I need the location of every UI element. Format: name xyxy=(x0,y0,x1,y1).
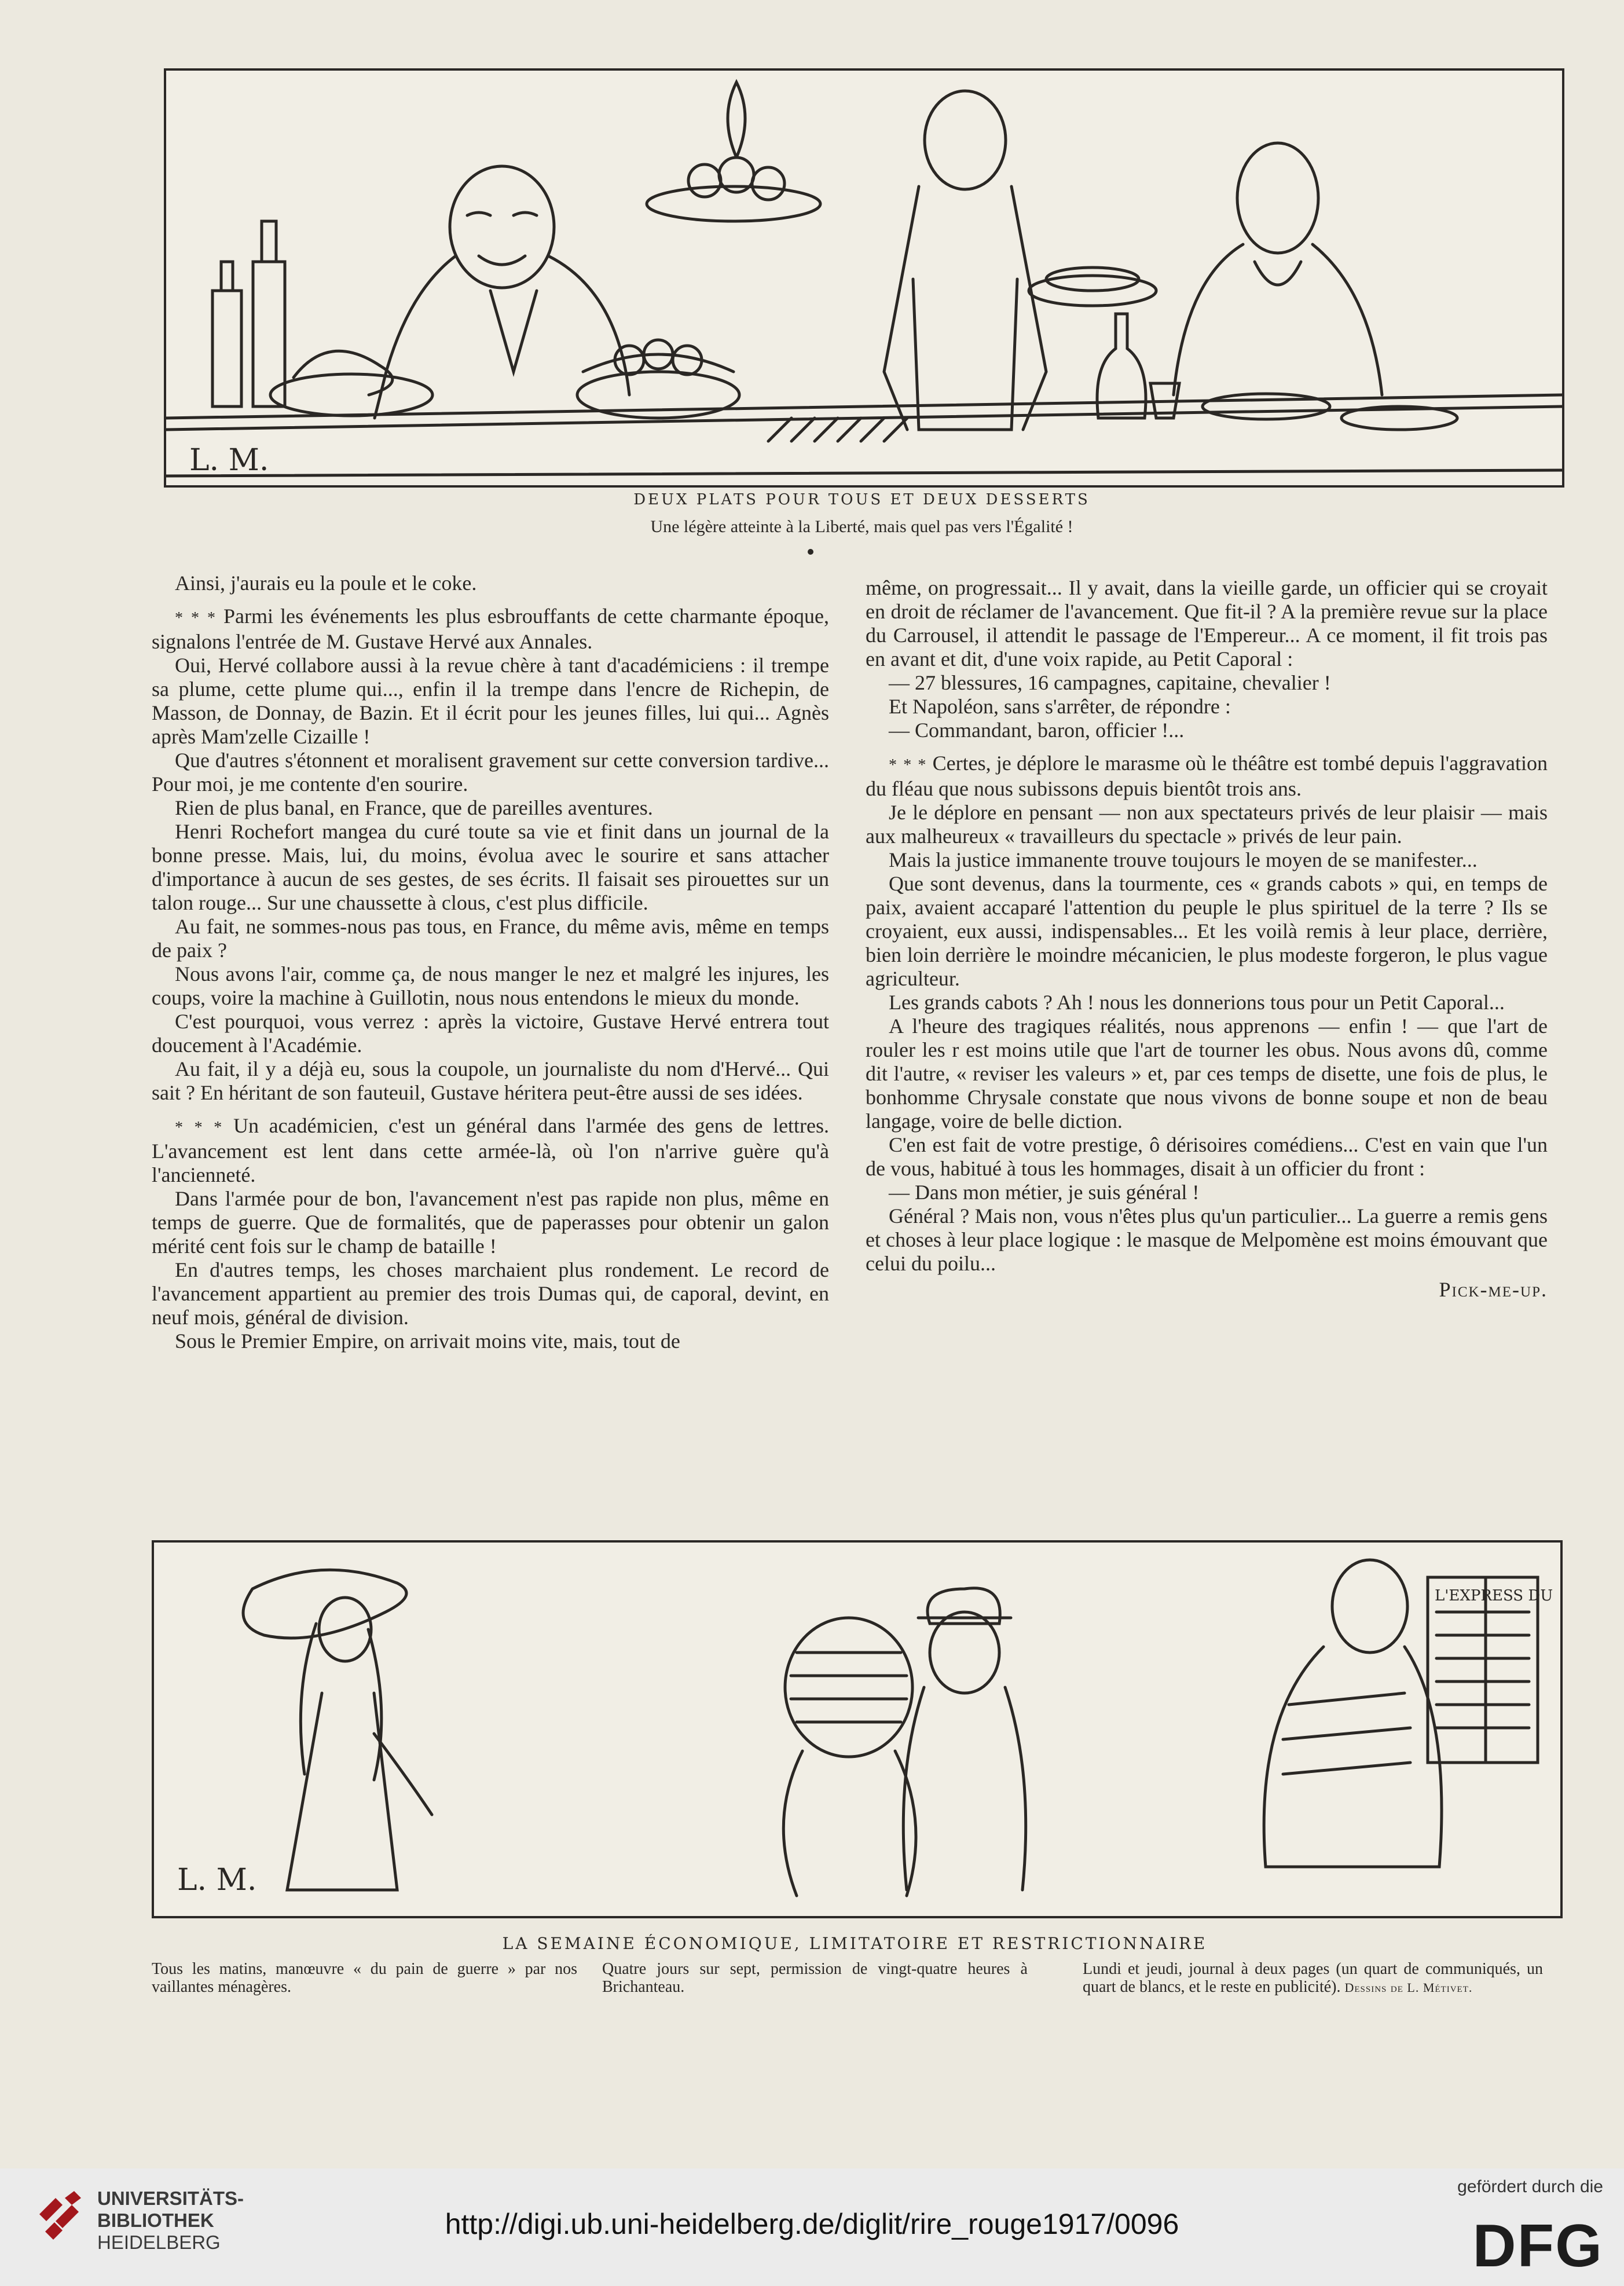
paragraph xyxy=(866,1133,1548,1181)
paragraph-text: Un académicien, c'est un général dans l'armée des gens de lettres. L'avancement est lent dans cette armée-là, où l'on n'arrive guère qu'à l'ancienneté. xyxy=(152,1114,830,1186)
paragraph xyxy=(866,1181,1548,1204)
library-name-line-3: HEIDELBERG xyxy=(97,2232,221,2253)
separator-dot xyxy=(808,549,813,555)
paragraph xyxy=(152,749,829,796)
paragraph-text: Général ? Mais non, vous n'êtes plus qu'un particulier... La guerre a remis gens et choses à leur place logique : le masque de Melpomène est moins émouvant que celui du poilu... xyxy=(866,1204,1548,1275)
article-signature: Pick-me-up. xyxy=(1439,1278,1548,1301)
paragraph-text: Au fait, ne sommes-nous pas tous, en France, du même avis, même en temps de paix ? xyxy=(152,915,829,962)
bottom-illustration-title: LA SEMAINE ÉCONOMIQUE, LIMITATOIRE ET RESTRICTIONNAIRE xyxy=(502,1934,1208,1953)
paragraph-text: Que d'autres s'étonnent et moralisent gravement sur cette conversion tardive... Pour moi, je me contente d'en sourire. xyxy=(152,749,829,796)
bottom-caption-3-text: Lundi et jeudi, journal à deux pages (un quart de communiqués, un quart de blancs, et le reste en publicité). xyxy=(1083,1960,1543,1996)
paragraph xyxy=(866,695,1548,719)
paragraph-text: — Commandant, baron, officier !... xyxy=(889,719,1185,742)
paragraph-text: même, on progressait... Il y avait, dans la vieille garde, un officier qui se croyait en droit de réclamer de l'avancement. Que fit-il ? A la première revue sur la place du Carrousel, il attendit le passage de l'Empereur... A ce moment, il fit trois pas en avant et dit, d'une voix rapide, au Petit Caporal : xyxy=(866,576,1548,671)
funded-by-label: gefördert durch die xyxy=(1457,2177,1603,2196)
bottom-caption-2: Quatre jours sur sept, permission de vingt-quatre heures à Brichanteau. xyxy=(602,1960,1028,1996)
paragraph xyxy=(866,671,1548,695)
paragraph-text: C'est pourquoi, vous verrez : après la victoire, Gustave Hervé entrera tout doucement à l'Académie. xyxy=(152,1010,829,1057)
section-stars: * * * xyxy=(175,1119,233,1137)
paragraph xyxy=(866,719,1548,742)
paragraph-text: C'en est fait de votre prestige, ô dérisoires comédiens... C'est en vain que l'un de vous, habitué à tous les hommages, disait à un officier du front : xyxy=(866,1133,1548,1180)
paragraph-text: Les grands cabots ? Ah ! nous les donnerions tous pour un Petit Caporal... xyxy=(889,991,1505,1014)
paragraph xyxy=(152,1057,829,1105)
permalink-url[interactable]: http://digi.ub.uni-heidelberg.de/diglit/rire_rouge1917/0096 xyxy=(445,2208,1179,2240)
paragraph xyxy=(152,1258,829,1329)
paragraph-text: A l'heure des tragiques réalités, nous apprenons — enfin ! — que l'art de rouler les r est moins utile que l'art de tourner les obus. Nous avons dû, comme dit l'autre, « reviser les valeurs » et, par ces temps de disette, une fois de plus, le bonhomme Chrysale constate que nous vivons de bonne soupe et non de beau langage, voire de belle diction. xyxy=(866,1014,1548,1133)
paragraph xyxy=(152,915,829,962)
section-stars: * * * xyxy=(889,756,933,774)
paragraph-text: Que sont devenus, dans la tourmente, ces « grands cabots » qui, en temps de paix, avaient accaparé l'attention du peuple le plus spirituel de la terre ? Ils se croyaient, eux aussi, indispensables... Et les voilà remis à leur place, derrière, bien loin derrière le moindre mécanicien, le plus modeste forgeron, le plus vague agriculteur. xyxy=(866,872,1548,990)
paragraph xyxy=(152,605,829,654)
section-stars: * * * xyxy=(175,609,223,627)
paragraph xyxy=(866,991,1548,1014)
paragraph xyxy=(866,1014,1548,1133)
paragraph xyxy=(152,1329,829,1353)
paragraph xyxy=(866,801,1548,848)
library-name-line-1: UNIVERSITÄTS- xyxy=(97,2188,244,2209)
paragraph xyxy=(866,848,1548,872)
top-illustration-title: DEUX PLATS POUR TOUS ET DEUX DESSERTS xyxy=(633,491,1090,508)
paragraph xyxy=(866,576,1548,671)
newspaper-heading: L'EXPRESS DU xyxy=(1435,1587,1553,1604)
paragraph xyxy=(152,654,829,749)
three-panel-drawing xyxy=(154,1543,1560,1916)
paragraph-text: Mais la justice immanente trouve toujours le moyen de se manifester... xyxy=(889,848,1478,871)
article-left-column xyxy=(152,572,829,1353)
paragraph-text: Et Napoléon, sans s'arrêter, de répondre : xyxy=(889,695,1231,718)
library-name-line-2: BIBLIOTHEK xyxy=(97,2210,214,2231)
paragraph-text: Nous avons l'air, comme ça, de nous manger le nez et malgré les injures, les coups, voire la machine à Guillotin, nous nous entendons le mieux du monde. xyxy=(152,962,829,1009)
paragraph-text: Oui, Hervé collabore aussi à la revue chère à tant d'académiciens : il trempe sa plume, cette plume qui..., enfin il la trempe dans l'encre de Richepin, de Masson, de Donnay, de Bazin. Et il écrit pour les jeunes filles, lui qui... Agnès après Mam'zelle Cizaille ! xyxy=(152,654,829,748)
paragraph xyxy=(152,820,829,915)
bottom-caption-3 xyxy=(1083,1960,1543,1996)
paragraph-text: Parmi les événements les plus esbrouffants de cette charmante époque, signalons l'entrée de M. Gustave Hervé aux Annales. xyxy=(152,605,829,653)
paragraph-text: — 27 blessures, 16 campagnes, capitaine, chevalier ! xyxy=(889,671,1331,694)
drawings-credit: Dessins de L. Métivet. xyxy=(1344,1980,1473,1995)
top-illustration-subtitle: Une légère atteinte à la Liberté, mais quel pas vers l'Égalité ! xyxy=(650,517,1073,536)
paragraph xyxy=(152,796,829,820)
paragraph-text: Sous le Premier Empire, on arrivait moins vite, mais, tout de xyxy=(175,1329,680,1353)
paragraph xyxy=(866,1204,1548,1276)
paragraph-text: Je le déplore en pensant — non aux spectateurs privés de leur plaisir — mais aux malheureux « travailleurs du spectacle » privés de leur pain. xyxy=(866,801,1548,848)
paragraph xyxy=(152,962,829,1010)
paragraph xyxy=(152,1187,829,1258)
bottom-illustration xyxy=(152,1540,1563,1918)
paragraph-text: Au fait, il y a déjà eu, sous la coupole, un journaliste du nom d'Hervé... Qui sait ? En héritant de son fauteuil, Gustave héritera peut-être aussi de ses idées. xyxy=(152,1057,829,1104)
paragraph xyxy=(152,1114,829,1187)
paragraph-text: — Dans mon métier, je suis général ! xyxy=(889,1181,1200,1204)
paragraph-text: Henri Rochefort mangea du curé toute sa vie et finit dans un journal de la bonne presse. Mais, lui, du moins, évolua avec le sourire et sans attacher d'importance à aucun de ses gestes, de ses écrits. Il faisait ses pirouettes sur un talon rouge... Sur une chaussette à clous, c'est plus difficile. xyxy=(152,820,829,914)
paragraph-text: Certes, je déplore le marasme où le théâtre est tombé depuis l'aggravation du fléau que nous subissons depuis bientôt trois ans. xyxy=(866,752,1548,800)
top-illustration-signature: L. M. xyxy=(189,443,269,478)
paragraph-text: En d'autres temps, les choses marchaient plus rondement. Le record de l'avancement appartient au premier des trois Dumas qui, de caporal, devint, en neuf mois, général de division. xyxy=(152,1258,829,1329)
article-right-column xyxy=(866,576,1548,1302)
dfg-logo: DFG xyxy=(1472,2212,1603,2280)
paragraph xyxy=(152,572,829,595)
top-illustration xyxy=(164,68,1564,488)
paragraph-text: Dans l'armée pour de bon, l'avancement n'est pas rapide non plus, même en temps de guerre. Que de formalités, que de paperasses pour obtenir un galon mérité cent fois sur le champ de bataille ! xyxy=(152,1187,829,1258)
paragraph xyxy=(152,1010,829,1057)
dinner-scene-drawing xyxy=(166,71,1562,485)
paragraph xyxy=(866,752,1548,801)
bottom-caption-1: Tous les matins, manœuvre « du pain de guerre » par nos vaillantes ménagères. xyxy=(152,1960,577,1996)
paragraph-text: Rien de plus banal, en France, que de pareilles aventures. xyxy=(175,796,653,819)
bottom-illustration-signature: L. M. xyxy=(177,1863,257,1897)
paragraph-text: Ainsi, j'aurais eu la poule et le coke. xyxy=(175,572,477,595)
paragraph xyxy=(866,872,1548,991)
